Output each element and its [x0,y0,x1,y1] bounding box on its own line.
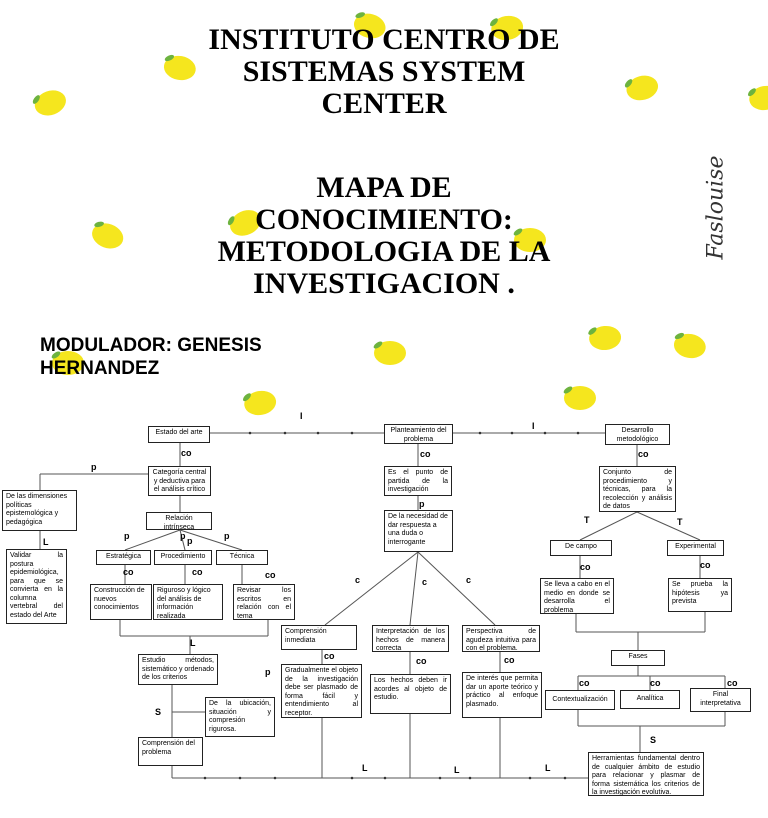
label-l: L [43,537,49,547]
box-hechos: Los hechos deben ir acordes al objeto de estudio. [370,674,451,714]
box-interes: De interés que permita dar un aporte teórico y práctico al enfoque plasmado. [462,672,542,718]
title-line: INSTITUTO CENTRO DE [208,23,560,56]
label-co: co [580,562,591,572]
label-co: co [727,678,738,688]
label-p: p [419,499,425,509]
label-p: p [124,531,130,541]
label-co: co [504,655,515,665]
label-p: p [265,667,271,677]
label-c: c [422,577,428,587]
box-estado-arte: Estado del arte [148,426,210,443]
label-co: co [416,656,427,666]
box-ubicacion: De la ubicación, situación y compresión rigurosa. [205,697,275,737]
title-line: CENTER [321,87,447,120]
label-c: c [466,575,472,585]
box-final: Final interpretativa [690,688,751,712]
box-estudio: Estudio métodos, sistemático y ordenado de los criterios [138,654,218,685]
label-p: p [91,462,97,472]
box-validar: Validar la postura epidemiológica, para que se convierta en la columna vertebral del estado del Arte [6,549,67,624]
box-necesidad: De la necesidad de dar respuesta a una duda o interrogante [384,510,453,552]
box-revisar: Revisar los escritos en relación con el tema [233,584,295,620]
label-s: S [155,707,162,717]
box-dimensiones: De las dimensiones políticas epistemológica y pedagógica [2,490,77,531]
box-procedimiento: Procedimiento [154,550,212,565]
label-co: co [650,678,661,688]
box-herramientas: Herramientas fundamental dentro de cualquier ámbito de estudio para relacionar y plasmar de forma sistemática los criterios de la investigación evolutiva. [588,752,704,796]
box-se-prueba: Se prueba la hipótesis ya prevista [668,578,732,612]
box-estrategica: Estratégica [96,550,151,565]
subtitle-line: MAPA DE [316,171,452,204]
box-conjunto: Conjunto de procedimiento y técnicas, para la recolección y análisis de datos [599,466,676,512]
box-fases: Fases [611,650,665,666]
label-co: co [324,651,335,661]
box-perspectiva: Perspectiva de agudeza intuitiva para con el problema. [462,625,540,652]
title-line: SISTEMAS SYSTEM [242,55,526,88]
box-analitica: Analítica [620,690,680,709]
label-co: co [123,567,134,577]
box-construccion: Construcción de nuevos conocimientos [90,584,152,620]
box-contextualizacion: Contextualización [545,690,615,710]
label-co: co [700,560,711,570]
label-co: co [579,678,590,688]
box-se-lleva: Se lleva a cabo en el medio en donde se desarrolla el problema [540,578,614,614]
label-co: co [181,448,192,458]
box-planteamiento: Planteamiento del problema [384,424,453,444]
label-t: T [677,517,683,527]
box-gradualmente: Gradualmente el objeto de la investigación debe ser plasmado de forma fácil y entendimiento al receptor. [281,664,362,718]
label-l: L [545,763,551,773]
label-i: I [300,411,303,421]
label-p: p [224,531,230,541]
label-s: S [650,735,657,745]
label-l: L [190,638,196,648]
label-co: co [420,449,431,459]
label-l: L [454,765,460,775]
box-riguroso: Riguroso y lógico del análisis de información realizada [153,584,223,620]
box-desarrollo: Desarrollo metodológico [605,424,670,445]
subtitle-line: METODOLOGIA DE LA [217,235,551,268]
signature: Faslouise [703,155,729,260]
box-tecnica: Técnica [216,550,268,565]
box-experimental: Experimental [667,540,724,556]
label-p: p [180,531,186,541]
box-punto-partida: Es el punto de partida de la investigación [384,466,452,496]
box-categoria: Categoría central y deductiva para el análisis crítico [148,466,211,496]
label-c: c [355,575,361,585]
label-p: p [187,536,193,546]
subtitle-line: INVESTIGACION . [253,267,515,300]
label-co: co [192,567,203,577]
label-l: L [362,763,368,773]
label-i: I [532,421,535,431]
box-interpretacion: Interpretación de los hechos de manera correcta [372,625,449,652]
box-comprension-problema: Comprensión del problema [138,737,203,766]
modulador-line: MODULADOR: GENESIS [40,335,262,356]
box-comprension-inmediata: Comprensión inmediata [281,625,357,650]
label-co: co [638,449,649,459]
box-relacion: Relación intrínseca [146,512,212,530]
modulador-line: HERNANDEZ [40,358,160,379]
label-co: co [265,570,276,580]
label-t: T [584,515,590,525]
box-de-campo: De campo [550,540,612,556]
subtitle-line: CONOCIMIENTO: [255,203,513,236]
